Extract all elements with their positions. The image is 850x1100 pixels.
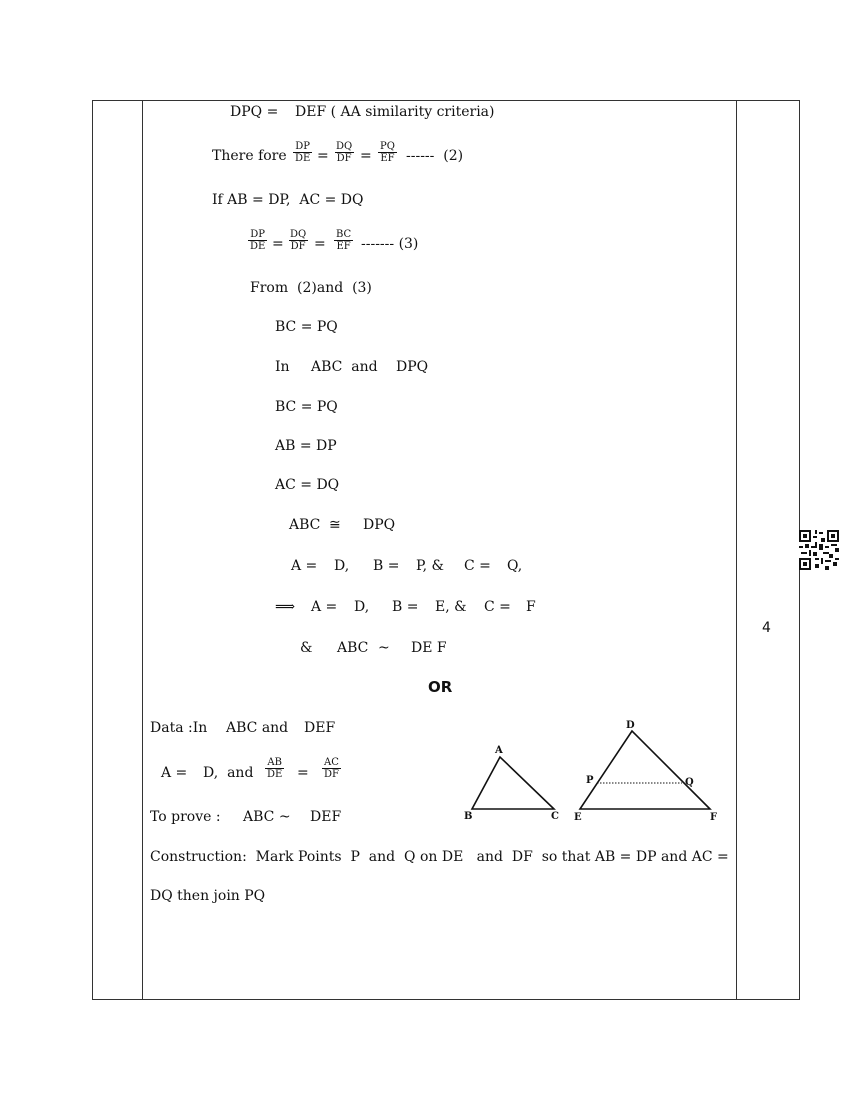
label-p: P (586, 775, 594, 786)
label-b: B (464, 811, 473, 822)
triangle-dpq: DPQ (396, 359, 429, 375)
fraction: $\frac{DP}{DE}$ (250, 229, 266, 252)
line-1-rhs: DEF ( AA similarity criteria) (295, 104, 495, 120)
fraction: $\frac{AC}{DF}$ (324, 757, 339, 780)
construction-text-continued: DQ then join PQ (150, 888, 266, 904)
triangle-def: DEF (304, 720, 336, 736)
table-bottom-border (92, 999, 800, 1000)
triangle-def: DE F (411, 640, 447, 656)
label-e: E (574, 812, 582, 823)
fraction: $\frac{DQ}{DF}$ (290, 229, 307, 252)
condition-line: If AB = DP, AC = DQ (212, 192, 364, 208)
to-prove-label: To prove : (150, 809, 221, 825)
equation-line: BC = PQ (275, 399, 338, 415)
fraction: $\frac{AB}{DE}$ (267, 757, 283, 780)
label-d: D (626, 720, 635, 731)
implies-arrow: ⟹ (275, 599, 296, 615)
label-f: F (710, 812, 718, 823)
qr-code (799, 530, 839, 570)
triangle-dpq: DPQ (363, 517, 396, 533)
therefore-label: There fore (212, 148, 287, 164)
from-line: From (2)and (3) (250, 280, 372, 296)
fraction: $\frac{DP}{DE}$ (295, 141, 311, 164)
triangle-abc: ABC (337, 640, 369, 656)
table-column-divider-2 (736, 100, 737, 1000)
triangle-def: DEF (310, 809, 342, 825)
label-c: C (551, 811, 559, 822)
triangle-abc: ABC and (226, 720, 289, 736)
table-top-border (92, 100, 800, 101)
label-q: Q (685, 777, 694, 788)
triangle-abc: ABC (289, 517, 321, 533)
fraction: $\frac{PQ}{EF}$ (380, 141, 395, 164)
triangle-abc-shape (472, 757, 554, 809)
congruent-symbol: ≅ (329, 517, 341, 533)
triangle-abc: ABC and (311, 359, 378, 375)
construction-text: Construction: Mark Points P and Q on DE and DF so that AB = DP and AC = (150, 849, 729, 865)
in-label: In (275, 359, 290, 375)
equation-ref: ------ (2) (406, 148, 464, 164)
similar-symbol: ~ (378, 640, 390, 656)
equation-line: BC = PQ (275, 319, 338, 335)
equation-line: AB = DP (275, 438, 337, 454)
triangle-abc: ABC ~ (243, 809, 291, 825)
fraction: $\frac{BC}{EF}$ (336, 229, 352, 252)
triangle-def-shape (580, 731, 710, 809)
label-a: A (495, 745, 503, 756)
fraction: $\frac{DQ}{DF}$ (336, 141, 353, 164)
marks-value: 4 (762, 620, 771, 636)
equation-ref: ------- (3) (361, 236, 419, 252)
table-column-divider-1 (142, 100, 143, 1000)
table-left-border (92, 100, 93, 1000)
line-1-lhs: DPQ = (230, 104, 279, 120)
equation-line: AC = DQ (275, 477, 340, 493)
or-heading: OR (428, 678, 453, 696)
triangle-figure (455, 715, 735, 830)
data-label: Data :In (150, 720, 208, 736)
